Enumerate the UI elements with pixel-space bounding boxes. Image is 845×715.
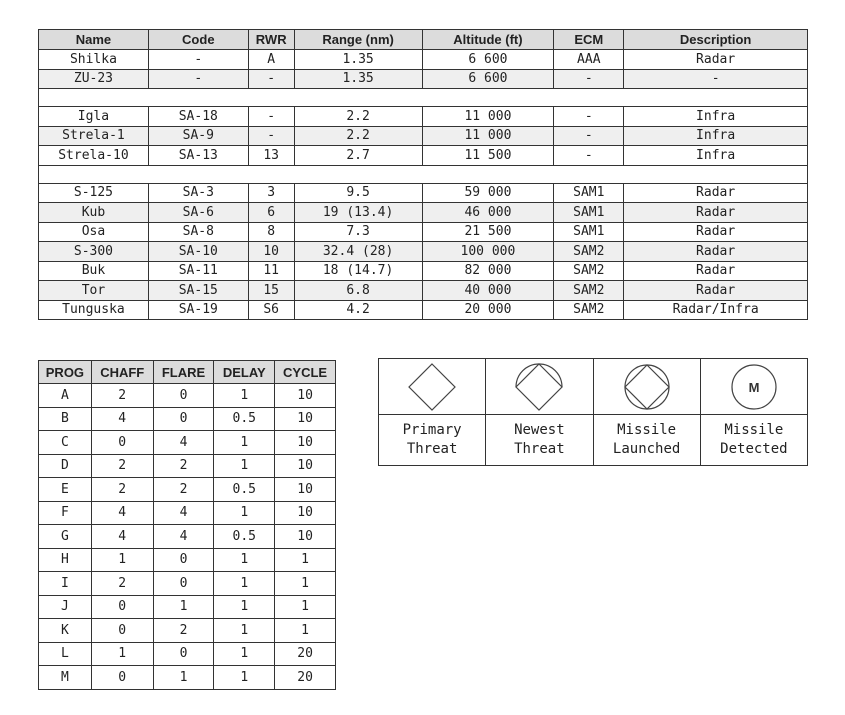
symbol-cell bbox=[593, 359, 700, 415]
table-cell: Radar bbox=[624, 222, 808, 242]
table-cell: 6 bbox=[248, 203, 294, 223]
table-cell: Radar bbox=[624, 183, 808, 203]
table-cell: 0 bbox=[91, 619, 153, 643]
symbol-cell bbox=[379, 359, 486, 415]
table-cell: - bbox=[248, 126, 294, 146]
threat-header-row bbox=[39, 30, 808, 50]
table-cell: 1 bbox=[153, 595, 214, 619]
table-cell: 1 bbox=[275, 619, 336, 643]
table-cell: 46 000 bbox=[422, 203, 554, 223]
table-cell: 1 bbox=[214, 642, 275, 666]
symbol-label-line2: Launched bbox=[612, 441, 681, 457]
table-cell: 1 bbox=[214, 548, 275, 572]
column-header: Description bbox=[624, 30, 808, 50]
table-row bbox=[39, 183, 808, 203]
table-cell: 0.5 bbox=[214, 478, 275, 502]
table-cell: 4 bbox=[91, 525, 153, 549]
table-cell: 7.3 bbox=[294, 222, 422, 242]
table-cell: 8 bbox=[248, 222, 294, 242]
table-cell: Radar bbox=[624, 281, 808, 301]
table-cell: 2 bbox=[153, 478, 214, 502]
table-row bbox=[39, 384, 336, 408]
table-row bbox=[39, 431, 336, 455]
table-cell: 1.35 bbox=[294, 50, 422, 70]
table-cell: H bbox=[39, 548, 92, 572]
symbol-label bbox=[379, 415, 486, 466]
table-cell: 0 bbox=[91, 431, 153, 455]
table-cell: 1 bbox=[91, 642, 153, 666]
table-cell: C bbox=[39, 431, 92, 455]
table-row bbox=[39, 525, 336, 549]
table-cell: 1 bbox=[275, 548, 336, 572]
table-row bbox=[39, 478, 336, 502]
group-separator-row bbox=[39, 165, 808, 183]
table-cell: Infra bbox=[624, 146, 808, 166]
table-cell: 1 bbox=[275, 595, 336, 619]
table-cell: Radar bbox=[624, 242, 808, 262]
diamond-icon bbox=[407, 362, 457, 412]
table-row bbox=[39, 242, 808, 262]
symbol-label-line2: Threat bbox=[514, 441, 565, 457]
table-cell: D bbox=[39, 454, 92, 478]
countermeasure-program-table bbox=[38, 360, 336, 690]
table-cell: SA-6 bbox=[148, 203, 248, 223]
table-cell: 0 bbox=[153, 548, 214, 572]
table-cell: 10 bbox=[248, 242, 294, 262]
table-cell: SAM2 bbox=[554, 281, 624, 301]
table-cell: 2 bbox=[91, 454, 153, 478]
table-cell: 10 bbox=[275, 501, 336, 525]
table-cell: Tunguska bbox=[39, 300, 149, 320]
table-cell: 1 bbox=[91, 548, 153, 572]
table-cell: 2.7 bbox=[294, 146, 422, 166]
symbol-label-row bbox=[379, 415, 808, 466]
table-cell: 1 bbox=[214, 619, 275, 643]
symbol-label bbox=[486, 415, 593, 466]
table-cell: 0 bbox=[91, 666, 153, 690]
table-cell: 2 bbox=[91, 384, 153, 408]
table-cell: 4 bbox=[153, 431, 214, 455]
table-cell: Infra bbox=[624, 107, 808, 127]
table-cell: - bbox=[624, 69, 808, 89]
table-cell: 82 000 bbox=[422, 261, 554, 281]
table-cell: S-300 bbox=[39, 242, 149, 262]
table-cell: 6 600 bbox=[422, 69, 554, 89]
group-separator-row bbox=[39, 89, 808, 107]
table-cell: Strela-1 bbox=[39, 126, 149, 146]
rwr-symbol-legend bbox=[378, 358, 808, 466]
table-cell: 0 bbox=[153, 407, 214, 431]
table-cell: SA-10 bbox=[148, 242, 248, 262]
table-cell: 4 bbox=[91, 501, 153, 525]
table-cell: 11 000 bbox=[422, 126, 554, 146]
column-header: ECM bbox=[554, 30, 624, 50]
table-cell: 0 bbox=[153, 384, 214, 408]
table-cell: 10 bbox=[275, 407, 336, 431]
table-cell: SAM1 bbox=[554, 183, 624, 203]
table-cell: 13 bbox=[248, 146, 294, 166]
symbol-label bbox=[593, 415, 700, 466]
column-header: DELAY bbox=[214, 361, 275, 384]
table-cell: 19 (13.4) bbox=[294, 203, 422, 223]
table-row bbox=[39, 50, 808, 70]
table-cell: 21 500 bbox=[422, 222, 554, 242]
symbol-label-line1: Missile bbox=[724, 422, 784, 438]
table-cell: 100 000 bbox=[422, 242, 554, 262]
table-cell: 1.35 bbox=[294, 69, 422, 89]
threat-table bbox=[38, 29, 808, 320]
table-cell: SA-3 bbox=[148, 183, 248, 203]
column-header: CYCLE bbox=[275, 361, 336, 384]
table-row bbox=[39, 107, 808, 127]
table-cell: 0 bbox=[153, 572, 214, 596]
table-cell: 1 bbox=[214, 572, 275, 596]
table-cell: - bbox=[248, 69, 294, 89]
table-row bbox=[39, 222, 808, 242]
table-cell: 2.2 bbox=[294, 107, 422, 127]
table-cell: Osa bbox=[39, 222, 149, 242]
table-cell: Radar bbox=[624, 50, 808, 70]
table-cell: SA-15 bbox=[148, 281, 248, 301]
table-cell: Igla bbox=[39, 107, 149, 127]
m-circle-icon bbox=[729, 362, 779, 412]
table-cell: SA-19 bbox=[148, 300, 248, 320]
symbol-label-line2: Threat bbox=[406, 441, 458, 457]
table-cell: SAM1 bbox=[554, 222, 624, 242]
column-header: FLARE bbox=[153, 361, 214, 384]
table-cell: Infra bbox=[624, 126, 808, 146]
table-row bbox=[39, 281, 808, 301]
table-cell: E bbox=[39, 478, 92, 502]
table-cell: Radar bbox=[624, 261, 808, 281]
table-row bbox=[39, 203, 808, 223]
diamond-circle-icon bbox=[622, 362, 672, 412]
table-cell: 20 000 bbox=[422, 300, 554, 320]
column-header: Altitude (ft) bbox=[422, 30, 554, 50]
table-cell: 4 bbox=[153, 501, 214, 525]
column-header: RWR bbox=[248, 30, 294, 50]
table-cell: F bbox=[39, 501, 92, 525]
table-cell: - bbox=[554, 146, 624, 166]
table-cell: - bbox=[148, 50, 248, 70]
table-cell: 2 bbox=[91, 478, 153, 502]
symbol-cell bbox=[700, 359, 807, 415]
table-cell: 10 bbox=[275, 454, 336, 478]
table-cell: Shilka bbox=[39, 50, 149, 70]
table-row bbox=[39, 454, 336, 478]
table-cell: 59 000 bbox=[422, 183, 554, 203]
table-cell: S6 bbox=[248, 300, 294, 320]
table-row bbox=[39, 126, 808, 146]
table-cell: Buk bbox=[39, 261, 149, 281]
table-cell: 4 bbox=[153, 525, 214, 549]
table-cell: 1 bbox=[214, 454, 275, 478]
table-row bbox=[39, 407, 336, 431]
table-cell: SA-11 bbox=[148, 261, 248, 281]
table-cell: SAM2 bbox=[554, 242, 624, 262]
table-cell: 3 bbox=[248, 183, 294, 203]
table-cell: 32.4 (28) bbox=[294, 242, 422, 262]
table-cell: L bbox=[39, 642, 92, 666]
table-cell: - bbox=[148, 69, 248, 89]
table-cell: 2 bbox=[91, 572, 153, 596]
table-cell: SAM2 bbox=[554, 300, 624, 320]
table-cell: 4 bbox=[91, 407, 153, 431]
table-cell: - bbox=[554, 107, 624, 127]
table-cell: 9.5 bbox=[294, 183, 422, 203]
table-row bbox=[39, 548, 336, 572]
table-row bbox=[39, 69, 808, 89]
table-row bbox=[39, 146, 808, 166]
table-cell: SAM2 bbox=[554, 261, 624, 281]
table-cell: Tor bbox=[39, 281, 149, 301]
table-cell: 1 bbox=[214, 431, 275, 455]
table-cell: 6 600 bbox=[422, 50, 554, 70]
table-cell: 6.8 bbox=[294, 281, 422, 301]
table-cell: K bbox=[39, 619, 92, 643]
table-cell: A bbox=[248, 50, 294, 70]
table-cell: 1 bbox=[214, 384, 275, 408]
table-cell: 11 000 bbox=[422, 107, 554, 127]
table-cell: 0.5 bbox=[214, 407, 275, 431]
table-cell: Strela-10 bbox=[39, 146, 149, 166]
table-row bbox=[39, 619, 336, 643]
table-cell: 20 bbox=[275, 666, 336, 690]
table-cell: 11 500 bbox=[422, 146, 554, 166]
table-cell: Radar bbox=[624, 203, 808, 223]
table-cell: 15 bbox=[248, 281, 294, 301]
table-cell: 2 bbox=[153, 619, 214, 643]
table-cell: 2.2 bbox=[294, 126, 422, 146]
table-cell: 10 bbox=[275, 431, 336, 455]
table-cell: 1 bbox=[153, 666, 214, 690]
table-cell: I bbox=[39, 572, 92, 596]
table-cell: 10 bbox=[275, 478, 336, 502]
program-header-row bbox=[39, 361, 336, 384]
table-cell: SAM1 bbox=[554, 203, 624, 223]
table-cell: SA-18 bbox=[148, 107, 248, 127]
column-header: Range (nm) bbox=[294, 30, 422, 50]
table-row bbox=[39, 572, 336, 596]
column-header: PROG bbox=[39, 361, 92, 384]
table-row bbox=[39, 261, 808, 281]
table-row bbox=[39, 666, 336, 690]
table-cell: 1 bbox=[214, 501, 275, 525]
table-cell: - bbox=[554, 126, 624, 146]
table-cell: M bbox=[39, 666, 92, 690]
table-cell: ZU-23 bbox=[39, 69, 149, 89]
column-header: CHAFF bbox=[91, 361, 153, 384]
table-cell: 1 bbox=[214, 595, 275, 619]
symbol-label-line2: Detected bbox=[720, 441, 788, 457]
table-cell: G bbox=[39, 525, 92, 549]
symbol-cell bbox=[486, 359, 593, 415]
table-cell: 2 bbox=[153, 454, 214, 478]
table-row bbox=[39, 595, 336, 619]
table-cell: SA-8 bbox=[148, 222, 248, 242]
separator-cell bbox=[39, 89, 808, 107]
table-cell: AAA bbox=[554, 50, 624, 70]
table-row bbox=[39, 300, 808, 320]
table-cell: Kub bbox=[39, 203, 149, 223]
column-header: Code bbox=[148, 30, 248, 50]
table-cell: Radar/Infra bbox=[624, 300, 808, 320]
symbol-label-line1: Newest bbox=[514, 422, 565, 438]
table-cell: 1 bbox=[214, 666, 275, 690]
table-cell: 0 bbox=[153, 642, 214, 666]
table-cell: 20 bbox=[275, 642, 336, 666]
table-row bbox=[39, 642, 336, 666]
diamond-arc-icon bbox=[514, 362, 564, 412]
table-cell: - bbox=[248, 107, 294, 127]
table-cell: 40 000 bbox=[422, 281, 554, 301]
table-cell: 0.5 bbox=[214, 525, 275, 549]
symbol-label-line1: Missile bbox=[617, 422, 677, 438]
table-cell: 10 bbox=[275, 384, 336, 408]
symbol-icon-row bbox=[379, 359, 808, 415]
table-cell: 11 bbox=[248, 261, 294, 281]
table-cell: SA-9 bbox=[148, 126, 248, 146]
table-cell: 4.2 bbox=[294, 300, 422, 320]
table-cell: J bbox=[39, 595, 92, 619]
table-cell: 18 (14.7) bbox=[294, 261, 422, 281]
table-cell: 0 bbox=[91, 595, 153, 619]
symbol-label-line1: Primary bbox=[402, 422, 462, 438]
table-cell: SA-13 bbox=[148, 146, 248, 166]
m-glyph: M bbox=[748, 379, 760, 395]
column-header: Name bbox=[39, 30, 149, 50]
table-cell: 10 bbox=[275, 525, 336, 549]
table-cell: S-125 bbox=[39, 183, 149, 203]
table-cell: 1 bbox=[275, 572, 336, 596]
table-cell: B bbox=[39, 407, 92, 431]
table-cell: A bbox=[39, 384, 92, 408]
table-row bbox=[39, 501, 336, 525]
table-cell: - bbox=[554, 69, 624, 89]
symbol-label bbox=[700, 415, 807, 466]
separator-cell bbox=[39, 165, 808, 183]
